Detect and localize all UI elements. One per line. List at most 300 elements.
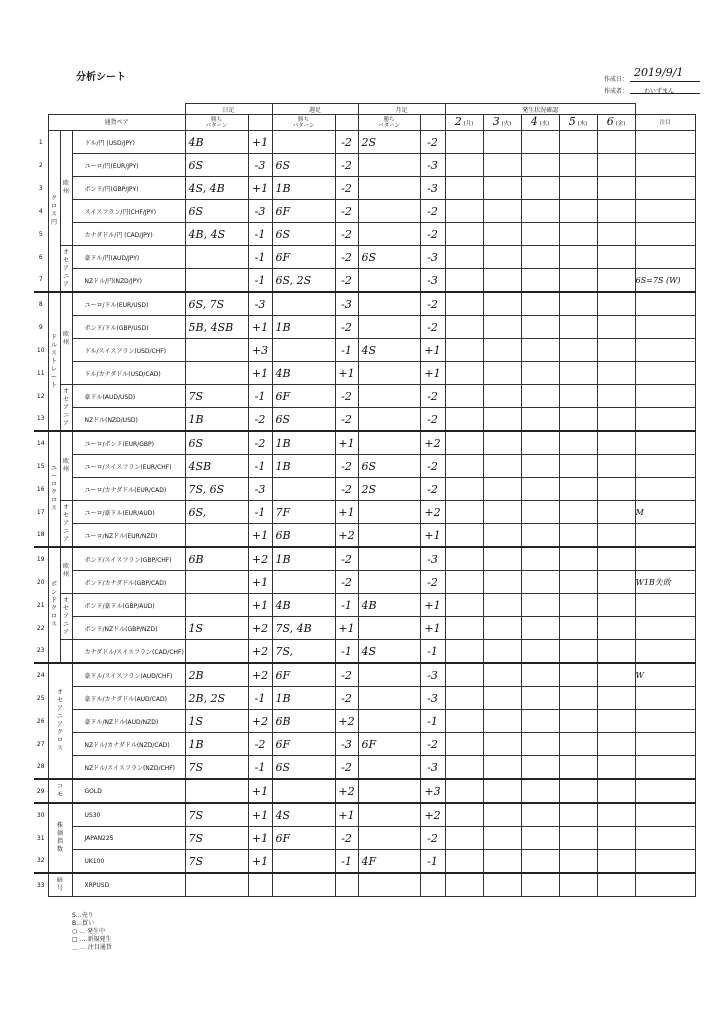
monthly-pattern (358, 316, 420, 339)
daily-pattern: 6S, 7S (185, 292, 248, 316)
header-day-1: 2 (月) (445, 115, 483, 131)
daily-score: +2 (248, 617, 272, 640)
subgroup-label: オ セ ア ニ ア (60, 594, 72, 640)
currency-pair: 豪ドル(AUD/USD) (72, 385, 185, 408)
occurrence-cell (445, 640, 483, 664)
author (604, 86, 675, 95)
occurrence-cell (483, 223, 521, 246)
sheet-title: 分析シート (76, 72, 126, 83)
weekly-pattern: 7S, (272, 640, 335, 664)
legend-focus: ＿ … 注目通貨 (72, 944, 112, 951)
currency-pair: ドル/カナダドル(USD/CAD) (72, 362, 185, 385)
daily-score: -2 (248, 733, 272, 756)
legend (72, 912, 112, 952)
table-row (34, 292, 695, 316)
occurrence-cell (597, 154, 635, 177)
group-label-dollar-straight: ド ル ス ト レ ー ト (48, 292, 60, 431)
monthly-pattern (358, 292, 420, 316)
monthly-score: -2 (420, 223, 445, 246)
occurrence-cell (597, 408, 635, 432)
occurrence-cell (445, 339, 483, 362)
occurrence-cell (559, 385, 597, 408)
monthly-pattern (358, 223, 420, 246)
occurrence-cell (559, 223, 597, 246)
daily-pattern: 7S (185, 827, 248, 850)
monthly-score: -1 (420, 850, 445, 874)
monthly-score: -2 (420, 200, 445, 223)
occurrence-cell (597, 431, 635, 455)
note-cell (635, 292, 695, 316)
weekly-pattern: 6F (272, 827, 335, 850)
note-cell (635, 223, 695, 246)
occurrence-cell (521, 524, 559, 548)
monthly-pattern (358, 756, 420, 780)
occurrence-cell (559, 408, 597, 432)
weekly-score: -1 (335, 594, 358, 617)
weekly-score: -2 (335, 663, 358, 687)
header-day-3: 4 (水) (521, 115, 559, 131)
note-cell: W1B失敗 (635, 571, 695, 594)
monthly-pattern (358, 408, 420, 432)
weekly-score: -2 (335, 131, 358, 154)
weekly-score: -2 (335, 408, 358, 432)
table-row (34, 779, 695, 803)
header-daily: 日足 (185, 104, 272, 115)
occurrence-cell (445, 710, 483, 733)
weekly-pattern: 6S (272, 756, 335, 780)
table-row (34, 408, 695, 432)
daily-score: -1 (248, 501, 272, 524)
header-monthly-pattern: 勝ち パターン (358, 115, 420, 131)
monthly-score: +2 (420, 803, 445, 827)
monthly-score: -2 (420, 385, 445, 408)
currency-pair: スイスフラン/円(CHF/JPY) (72, 200, 185, 223)
weekly-pattern: 6F (272, 385, 335, 408)
monthly-pattern (358, 431, 420, 455)
monthly-score (420, 873, 445, 897)
occurrence-cell (597, 850, 635, 874)
occurrence-cell (521, 339, 559, 362)
occurrence-cell (559, 246, 597, 269)
weekly-pattern: 7F (272, 501, 335, 524)
occurrence-cell (445, 223, 483, 246)
row-number: 31 (34, 827, 48, 850)
monthly-pattern (358, 524, 420, 548)
occurrence-cell (521, 292, 559, 316)
currency-pair: US30 (72, 803, 185, 827)
occurrence-cell (521, 223, 559, 246)
created-underline (630, 81, 700, 82)
monthly-pattern: 4S (358, 339, 420, 362)
currency-pair: 豪ドル/NZドル(AUD/NZD) (72, 710, 185, 733)
occurrence-cell (597, 385, 635, 408)
occurrence-cell (521, 756, 559, 780)
group-label-cross-yen: ク ロ ス 円 (48, 131, 60, 293)
table-row (34, 663, 695, 687)
occurrence-cell (521, 733, 559, 756)
occurrence-cell (597, 663, 635, 687)
daily-score: -3 (248, 292, 272, 316)
daily-pattern: 4B, 4S (185, 223, 248, 246)
daily-score: -1 (248, 687, 272, 710)
currency-pair: ユーロ/ドル(EUR/USD) (72, 292, 185, 316)
table-row (34, 131, 695, 154)
occurrence-cell (521, 455, 559, 478)
created-value: 2019/9/1 (634, 66, 684, 79)
created-date (604, 66, 684, 83)
daily-pattern: 6B (185, 547, 248, 571)
daily-pattern (185, 779, 248, 803)
occurrence-cell (445, 524, 483, 548)
occurrence-cell (483, 779, 521, 803)
weekly-pattern: 1B (272, 431, 335, 455)
monthly-pattern (358, 571, 420, 594)
daily-pattern: 7S (185, 756, 248, 780)
legend-occurring: ○ … 発生中 (72, 928, 106, 935)
daily-score: -3 (248, 154, 272, 177)
monthly-pattern: 2S (358, 131, 420, 154)
row-number: 19 (34, 547, 48, 571)
occurrence-cell (483, 571, 521, 594)
currency-pair: ユーロ/ポンド(EUR/GBP) (72, 431, 185, 455)
occurrence-cell (597, 177, 635, 200)
weekly-score: -2 (335, 756, 358, 780)
occurrence-cell (521, 478, 559, 501)
header-pair: 通貨ペア (48, 115, 185, 131)
occurrence-cell (483, 803, 521, 827)
row-number: 10 (34, 339, 48, 362)
legend-sell: S…売り (72, 912, 94, 919)
currency-pair: 豪ドル/カナダドル(AUD/CAD) (72, 687, 185, 710)
occurrence-cell (483, 408, 521, 432)
row-number: 17 (34, 501, 48, 524)
daily-pattern: 1B (185, 408, 248, 432)
daily-score: +1 (248, 850, 272, 874)
occurrence-cell (559, 431, 597, 455)
weekly-score: -1 (335, 850, 358, 874)
daily-score: -1 (248, 455, 272, 478)
note-cell (635, 756, 695, 780)
occurrence-cell (483, 362, 521, 385)
daily-pattern (185, 571, 248, 594)
occurrence-cell (445, 779, 483, 803)
occurrence-cell (445, 756, 483, 780)
monthly-score: -1 (420, 640, 445, 664)
occurrence-cell (597, 478, 635, 501)
currency-pair: JAPAN225 (72, 827, 185, 850)
weekly-score: -2 (335, 200, 358, 223)
row-number: 23 (34, 640, 48, 664)
weekly-pattern: 6F (272, 200, 335, 223)
monthly-pattern (358, 362, 420, 385)
daily-score: +1 (248, 316, 272, 339)
currency-pair: ユーロ/カナダドル(EUR/CAD) (72, 478, 185, 501)
row-number: 12 (34, 385, 48, 408)
weekly-score: -2 (335, 478, 358, 501)
occurrence-cell (521, 803, 559, 827)
weekly-score: +1 (335, 501, 358, 524)
monthly-pattern: 6F (358, 733, 420, 756)
header-occurrence: 発生状況確認 (445, 104, 635, 115)
daily-score: -1 (248, 756, 272, 780)
daily-score: +1 (248, 594, 272, 617)
subgroup-label (60, 640, 72, 664)
occurrence-cell (521, 663, 559, 687)
note-cell (635, 524, 695, 548)
subgroup-label: オ セ ア ニ ア (60, 246, 72, 293)
occurrence-cell (445, 269, 483, 293)
weekly-pattern: 4B (272, 362, 335, 385)
monthly-score: -3 (420, 547, 445, 571)
daily-pattern: 1B (185, 733, 248, 756)
monthly-score: -2 (420, 131, 445, 154)
occurrence-cell (597, 710, 635, 733)
occurrence-cell (559, 710, 597, 733)
row-number: 33 (34, 873, 48, 897)
row-number: 20 (34, 571, 48, 594)
monthly-pattern: 6S (358, 455, 420, 478)
monthly-score: -3 (420, 663, 445, 687)
monthly-score: -3 (420, 687, 445, 710)
row-number: 14 (34, 431, 48, 455)
occurrence-cell (521, 269, 559, 293)
note-cell: M (635, 501, 695, 524)
monthly-pattern: 4S (358, 640, 420, 664)
occurrence-cell (483, 501, 521, 524)
monthly-pattern (358, 710, 420, 733)
occurrence-cell (559, 316, 597, 339)
subgroup-label: 欧 州 (60, 431, 72, 501)
occurrence-cell (597, 292, 635, 316)
occurrence-cell (559, 131, 597, 154)
analysis-table (34, 103, 696, 897)
occurrence-cell (483, 733, 521, 756)
monthly-pattern (358, 803, 420, 827)
occurrence-cell (521, 431, 559, 455)
weekly-score: -2 (335, 687, 358, 710)
monthly-score: -2 (420, 827, 445, 850)
occurrence-cell (559, 617, 597, 640)
monthly-score: -2 (420, 455, 445, 478)
weekly-score: -1 (335, 339, 358, 362)
weekly-pattern (272, 478, 335, 501)
occurrence-cell (597, 827, 635, 850)
monthly-score: -2 (420, 733, 445, 756)
weekly-pattern: 6F (272, 246, 335, 269)
table-row (34, 827, 695, 850)
occurrence-cell (597, 362, 635, 385)
weekly-score: -3 (335, 733, 358, 756)
monthly-pattern (358, 501, 420, 524)
note-cell: 6S=7S (W) (635, 269, 695, 293)
monthly-score: +3 (420, 779, 445, 803)
monthly-score: +2 (420, 431, 445, 455)
occurrence-cell (559, 455, 597, 478)
row-number: 24 (34, 663, 48, 687)
row-number: 26 (34, 710, 48, 733)
table-row (34, 246, 695, 269)
daily-score: +1 (248, 131, 272, 154)
daily-score: -1 (248, 385, 272, 408)
group-label-stock-index: 株 価 指 数 (48, 803, 72, 873)
monthly-pattern: 6S (358, 246, 420, 269)
weekly-pattern: 7S, 4B (272, 617, 335, 640)
occurrence-cell (483, 710, 521, 733)
note-cell (635, 640, 695, 664)
monthly-pattern (358, 269, 420, 293)
occurrence-cell (445, 408, 483, 432)
occurrence-cell (483, 455, 521, 478)
legend-buy: B…買い (72, 920, 95, 927)
daily-score (248, 873, 272, 897)
table-row (34, 594, 695, 617)
currency-pair: ポンド/円(GBP/JPY) (72, 177, 185, 200)
occurrence-cell (521, 710, 559, 733)
occurrence-cell (483, 292, 521, 316)
occurrence-cell (445, 246, 483, 269)
occurrence-cell (597, 455, 635, 478)
daily-pattern (185, 339, 248, 362)
table-row (34, 571, 695, 594)
currency-pair: ユーロ/NZドル(EUR/NZD) (72, 524, 185, 548)
occurrence-cell (521, 177, 559, 200)
currency-pair: ユーロ/円(EUR/JPY) (72, 154, 185, 177)
daily-score: -1 (248, 246, 272, 269)
occurrence-cell (483, 385, 521, 408)
header-row-1 (34, 104, 695, 115)
occurrence-cell (521, 131, 559, 154)
monthly-score: -3 (420, 246, 445, 269)
monthly-pattern (358, 385, 420, 408)
weekly-pattern: 1B (272, 687, 335, 710)
occurrence-cell (445, 687, 483, 710)
row-number: 11 (34, 362, 48, 385)
monthly-score: -3 (420, 154, 445, 177)
monthly-pattern (358, 177, 420, 200)
occurrence-cell (559, 154, 597, 177)
weekly-score: +1 (335, 431, 358, 455)
table-row (34, 339, 695, 362)
occurrence-cell (559, 756, 597, 780)
weekly-pattern: 6S (272, 223, 335, 246)
note-cell (635, 431, 695, 455)
daily-score: -3 (248, 200, 272, 223)
group-label-commodity: コ モ (48, 779, 72, 803)
table-row (34, 687, 695, 710)
currency-pair: カナダドル/スイスフラン(CAD/CHF) (72, 640, 185, 664)
occurrence-cell (483, 154, 521, 177)
monthly-pattern: 2S (358, 478, 420, 501)
occurrence-cell (445, 547, 483, 571)
daily-score: +1 (248, 571, 272, 594)
monthly-score: -2 (420, 478, 445, 501)
table-row (34, 223, 695, 246)
weekly-score (335, 873, 358, 897)
note-cell (635, 339, 695, 362)
table-row (34, 316, 695, 339)
occurrence-cell (483, 873, 521, 897)
table-row (34, 177, 695, 200)
occurrence-cell (559, 177, 597, 200)
daily-score: +1 (248, 803, 272, 827)
monthly-score: -3 (420, 177, 445, 200)
weekly-score: +1 (335, 803, 358, 827)
daily-score: +3 (248, 339, 272, 362)
occurrence-cell (445, 594, 483, 617)
note-cell (635, 873, 695, 897)
note-cell (635, 200, 695, 223)
note-cell (635, 733, 695, 756)
note-cell (635, 547, 695, 571)
table-row (34, 710, 695, 733)
occurrence-cell (521, 200, 559, 223)
occurrence-cell (483, 617, 521, 640)
occurrence-cell (521, 873, 559, 897)
occurrence-cell (521, 640, 559, 664)
daily-pattern (185, 362, 248, 385)
table-row (34, 640, 695, 664)
occurrence-cell (559, 524, 597, 548)
weekly-pattern: 4B (272, 594, 335, 617)
occurrence-cell (445, 455, 483, 478)
weekly-pattern: 1B (272, 316, 335, 339)
row-number: 1 (34, 131, 48, 154)
row-number: 32 (34, 850, 48, 874)
occurrence-cell (597, 223, 635, 246)
header-day-5: 6 (金) (597, 115, 635, 131)
weekly-pattern (272, 873, 335, 897)
daily-pattern (185, 640, 248, 664)
daily-score: +1 (248, 779, 272, 803)
currency-pair: ポンド/NZドル(GBP/NZD) (72, 617, 185, 640)
weekly-score: +2 (335, 524, 358, 548)
occurrence-cell (445, 292, 483, 316)
subgroup-label: 欧 州 (60, 131, 72, 246)
occurrence-cell (483, 177, 521, 200)
daily-pattern (185, 524, 248, 548)
daily-pattern: 4S, 4B (185, 177, 248, 200)
row-number: 27 (34, 733, 48, 756)
note-cell (635, 687, 695, 710)
monthly-pattern (358, 547, 420, 571)
occurrence-cell (597, 803, 635, 827)
weekly-score: -2 (335, 571, 358, 594)
monthly-score: +2 (420, 501, 445, 524)
occurrence-cell (559, 733, 597, 756)
occurrence-cell (559, 501, 597, 524)
occurrence-cell (597, 200, 635, 223)
daily-score: -1 (248, 223, 272, 246)
occurrence-cell (559, 292, 597, 316)
occurrence-cell (597, 524, 635, 548)
occurrence-cell (483, 663, 521, 687)
occurrence-cell (483, 547, 521, 571)
daily-pattern (185, 594, 248, 617)
occurrence-cell (559, 478, 597, 501)
currency-pair: XRPUSD (72, 873, 185, 897)
author-underline (630, 93, 700, 94)
weekly-score: -2 (335, 385, 358, 408)
table-row (34, 478, 695, 501)
occurrence-cell (521, 154, 559, 177)
occurrence-cell (483, 131, 521, 154)
occurrence-cell (521, 547, 559, 571)
occurrence-cell (483, 524, 521, 548)
occurrence-cell (483, 827, 521, 850)
occurrence-cell (521, 827, 559, 850)
occurrence-cell (521, 850, 559, 874)
currency-pair: 豪ドル/円(AUD/JPY) (72, 246, 185, 269)
